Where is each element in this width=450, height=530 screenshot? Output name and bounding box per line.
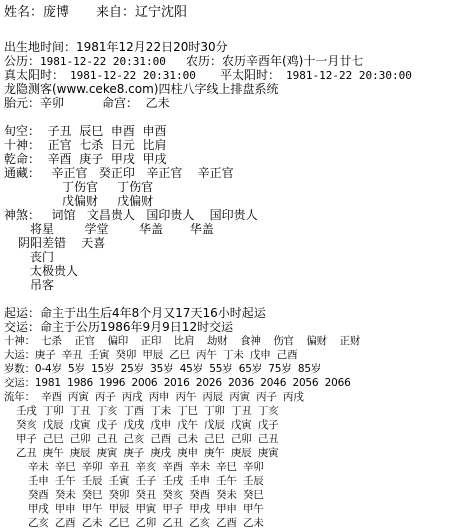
lunar-label: 农历： [186,54,223,68]
shensha-row-4: 丧门 [30,250,55,264]
canggan-row-2: 丁伤官 丁伤官 [62,180,154,194]
shensha-row-3: 阴阳差错 天喜 [18,236,106,250]
true-solar-value: 1981-12-22 20:31:00 [70,69,196,82]
name-label: 姓名：庞博 [4,5,70,20]
life-palace: 命宫： 乙未 [102,96,170,110]
liunian-row-8: 癸酉 癸未 癸巳 癸卯 癸丑 癸亥 癸酉 癸未 癸巳 [28,489,264,501]
shensha-row-2: 将星 学堂 华盖 华盖 [30,222,214,236]
liunian-row-1: 流年： 辛酉 丙寅 丙子 丙戌 丙申 丙午 丙辰 丙寅 丙子 丙戌 [4,391,304,403]
lunar-value: 农历辛酉年(鸡)十一月廿七 [222,54,364,68]
origin-label: 来自：辽宁沈阳 [96,5,188,20]
canggan-row-3: 戊偏财 戊偏财 [62,194,154,208]
liunian-row-3: 癸亥 戊辰 戊寅 戊子 戊戌 戊申 戊午 戊辰 戊寅 戊子 [16,419,279,431]
canggan-row-1: 通藏： 辛正官 癸正印 辛正官 辛正官 [4,166,234,180]
fetal-origin: 胎元：辛卯 [4,96,65,110]
shensha-row-5: 太极贵人 [30,264,79,278]
jiaoyun-line: 交运：命主于公历1986年9月9日12时交运 [4,320,234,334]
liunian-row-4: 甲子 己巳 己卯 己丑 己亥 己酉 己未 己巳 己卯 己丑 [16,433,279,445]
liunian-row-7: 壬申 壬午 壬辰 壬寅 壬子 壬戌 壬申 壬午 壬辰 [28,475,264,487]
qianzao-row: 乾命： 辛酉 庚子 甲戌 甲戌 [4,152,167,166]
birth-time: 出生地时间：1981年12月22日20时30分 [4,40,228,54]
dayun-tengods-row: 十神： 七杀 正官 偏印 正印 比肩 劫财 食神 伤官 偏财 正财 [4,335,361,347]
gregorian-value: 1981-12-22 20:31:00 [40,55,166,68]
gregorian-label: 公历： [4,54,41,68]
dayun-cycles-row: 大运：庚子 辛丑 壬寅 癸卯 甲辰 乙巳 丙午 丁未 戊申 己酉 [4,349,298,361]
mean-solar-label: 平太阳时： [220,68,281,82]
shishen-row: 十神： 正官 七杀 日元 比肩 [4,138,167,152]
liunian-row-9: 甲戌 甲申 甲午 甲辰 甲寅 甲子 甲戌 甲申 甲午 [28,503,264,515]
dayun-years-row: 交运：1981 1986 1996 2006 2016 2026 2036 2046 2056 2066 [4,377,351,389]
source-line: 龙隐测客(www.ceke8.com)四柱八字线上排盘系统 [4,82,279,96]
liunian-row-6: 辛未 辛巳 辛卯 辛丑 辛亥 辛酉 辛未 辛巳 辛卯 [28,461,264,473]
liunian-row-10: 乙亥 乙酉 乙未 乙巳 乙卯 乙丑 乙亥 乙酉 乙未 [28,517,264,529]
shensha-row-1: 神煞： 词馆 文昌贵人 国印贵人 国印贵人 [4,208,258,222]
mean-solar-value: 1981-12-22 20:30:00 [286,69,412,82]
liunian-row-5: 乙丑 庚午 庚辰 庚寅 庚子 庚戌 庚申 庚午 庚辰 庚寅 [16,447,279,459]
dayun-ages-row: 岁数：0-4岁 5岁 15岁 25岁 35岁 45岁 55岁 65岁 75岁 85岁 [4,363,322,375]
qiyun-line: 起运：命主于出生后4年8个月又17天16小时起运 [4,306,266,320]
true-solar-label: 真太阳时： [4,68,65,82]
liunian-row-2: 壬戌 丁卯 丁丑 丁亥 丁酉 丁未 丁巳 丁卯 丁丑 丁亥 [16,405,279,417]
shensha-row-6: 吊客 [30,278,55,292]
xunkong-row: 旬空： 子丑 辰巳 申酉 申酉 [4,124,167,138]
